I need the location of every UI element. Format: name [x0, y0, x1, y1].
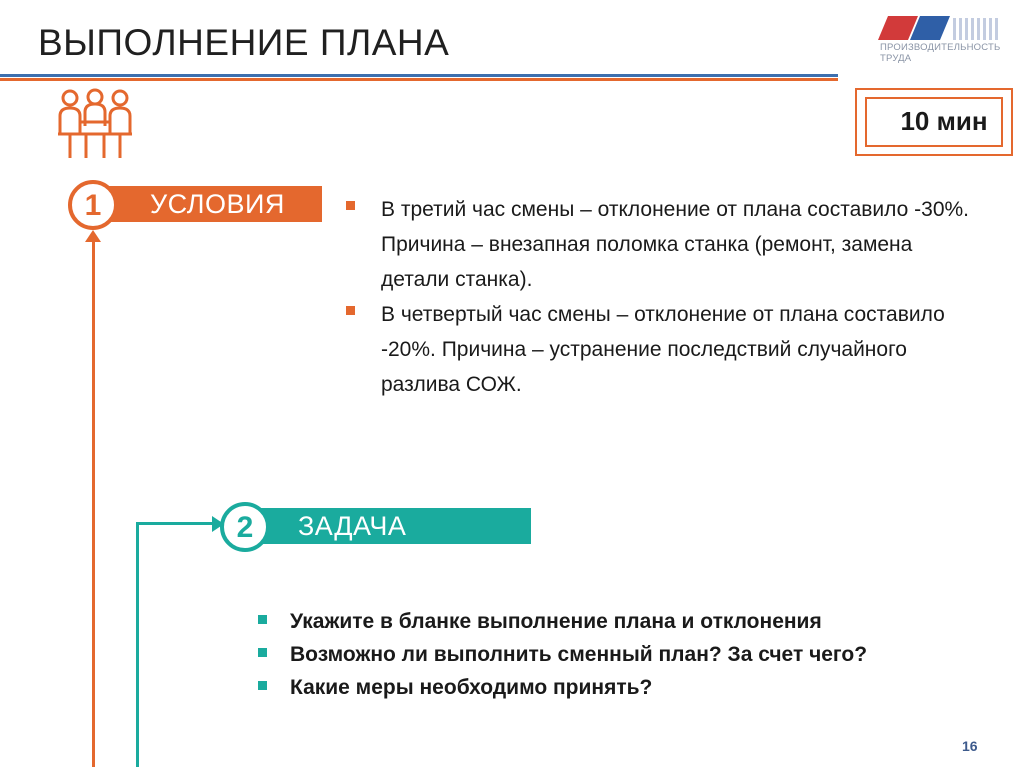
people-meeting-icon — [56, 88, 134, 162]
timeline-line-teal — [136, 524, 139, 767]
header-divider-blue — [0, 74, 838, 77]
list-item: Какие меры необходимо принять? — [256, 671, 996, 704]
bullet-square-icon — [346, 306, 355, 315]
connector-line-teal — [136, 522, 218, 525]
arrow-up-icon — [85, 230, 101, 242]
logo-wordmark: ПРОИЗВОДИТЕЛЬНОСТЬ ТРУДА — [880, 42, 1001, 64]
page-number: 16 — [962, 738, 978, 754]
header-divider-orange — [0, 78, 838, 81]
timer-label: 10 мин — [900, 106, 988, 136]
section-1-header: УСЛОВИЯ — [92, 186, 322, 222]
task-list — [256, 605, 996, 704]
section-2-header: ЗАДАЧА — [244, 508, 531, 544]
timeline-line-orange — [92, 236, 95, 767]
bullet-square-icon — [258, 648, 267, 657]
list-item: В третий час смены – отклонение от плана составило -30%. Причина – внезапная поломка станка (ремонт, замена детали станка). — [344, 192, 974, 297]
list-item: Возможно ли выполнить сменный план? За счет чего? — [256, 638, 996, 671]
list-item: Укажите в бланке выполнение плана и отклонения — [256, 605, 996, 638]
section-2-number: 2 — [220, 502, 270, 552]
bullet-square-icon — [258, 615, 267, 624]
bullet-square-icon — [346, 201, 355, 210]
bullet-square-icon — [258, 681, 267, 690]
list-item: В четвертый час смены – отклонение от плана составило -20%. Причина – устранение последствий случайного разлива СОЖ. — [344, 297, 974, 402]
conditions-list — [344, 192, 974, 402]
page-title: ВЫПОЛНЕНИЕ ПЛАНА — [38, 22, 450, 63]
section-1-number: 1 — [68, 180, 118, 230]
